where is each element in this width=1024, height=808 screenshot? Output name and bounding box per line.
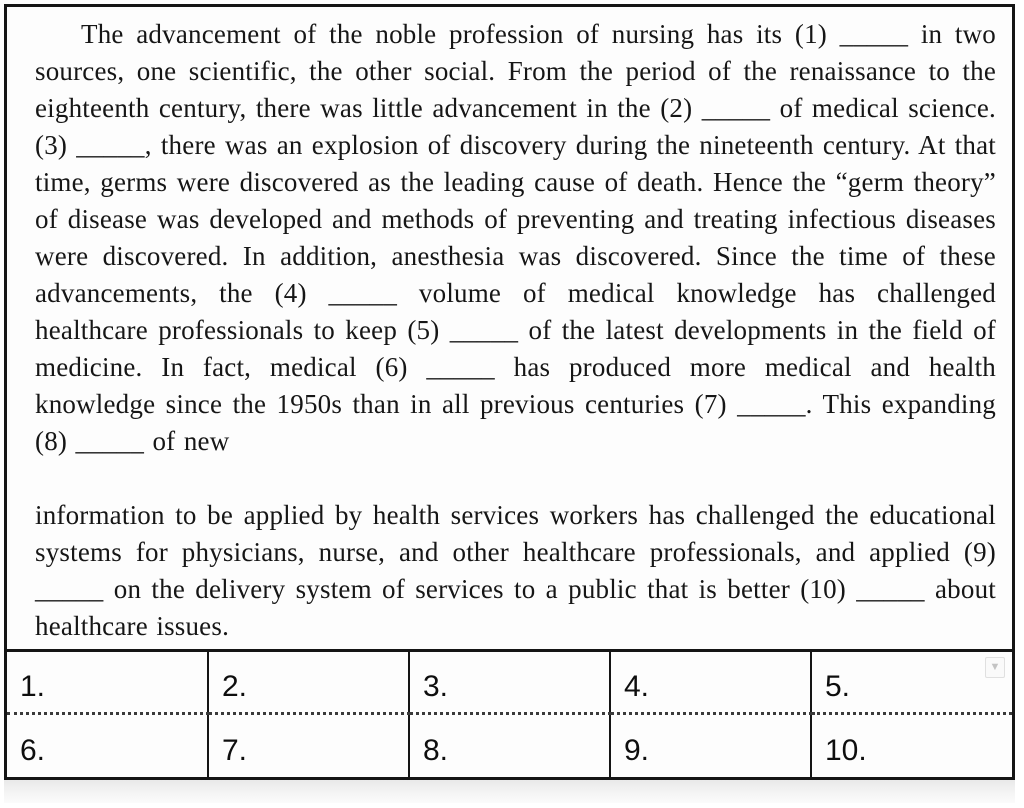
answer-cell-3: [409, 651, 610, 714]
answer-cell-4: [610, 651, 811, 714]
answer-cell-5: [811, 651, 1012, 714]
passage-paragraph-2: information to be applied by health services workers has challenged the educational systems for physicians, nurse, and other healthcare professionals, and applied (9) _____ on the delivery system of services to a public that is better (10) _____ about healthcare issues.: [35, 500, 996, 641]
passage-paragraph-1: The advancement of the noble profession of nursing has its (1) _____ in two sources, one scientific, the other social. From the period of the renaissance to the eighteenth century, there was little advancement in the (2) _____ of medical science. (3) _____, there was an explosion of discovery during the nineteenth century. At that time, germs were discovered as the leading cause of death. Hence the “germ theory” of disease was developed and methods of preventing and treating infectious diseases were discovered. In addition, anesthesia was discovered. Since the time of these advancements, the (4) _____ volume of medical knowledge has challenged healthcare professionals to keep (5) _____ of the latest developments in the field of medicine. In fact, medical (6) _____ has produced more medical and health knowledge since the 1950s than in all previous centuries (7) _____. This expanding (8) _____ of new: [35, 19, 996, 456]
answer-cell-label: 10.: [825, 733, 867, 767]
answer-cell-label: 6.: [20, 733, 46, 767]
scanned-worksheet-page: [0, 4, 1024, 808]
answer-cell-1: [7, 651, 208, 714]
answer-cell-label: 8.: [423, 733, 449, 767]
page-shadow-strip: [4, 780, 1015, 803]
answer-cell-9: [610, 714, 811, 777]
answer-cell-6: [7, 714, 208, 777]
answer-cell-label: 2.: [222, 670, 248, 703]
document-frame: [4, 4, 1015, 780]
answer-cell-label: 7.: [222, 733, 248, 767]
answer-cell-label: 5.: [825, 670, 851, 703]
dropdown-arrow-icon[interactable]: ▼: [985, 657, 1005, 678]
answer-cell-label: 4.: [624, 670, 650, 703]
answer-table-row-1: [7, 651, 1012, 714]
answer-table: [7, 649, 1012, 777]
answer-cell-label: 3.: [423, 670, 449, 703]
answer-cell-2: [208, 651, 409, 714]
answer-cell-8: [409, 714, 610, 777]
answer-cell-label: 9.: [624, 733, 650, 767]
answer-cell-7: [208, 714, 409, 777]
answer-table-row-2: [7, 714, 1012, 777]
answer-cell-label: 1.: [20, 670, 46, 703]
passage-text-block: [7, 7, 1012, 649]
answer-cell-10: [811, 714, 1012, 777]
